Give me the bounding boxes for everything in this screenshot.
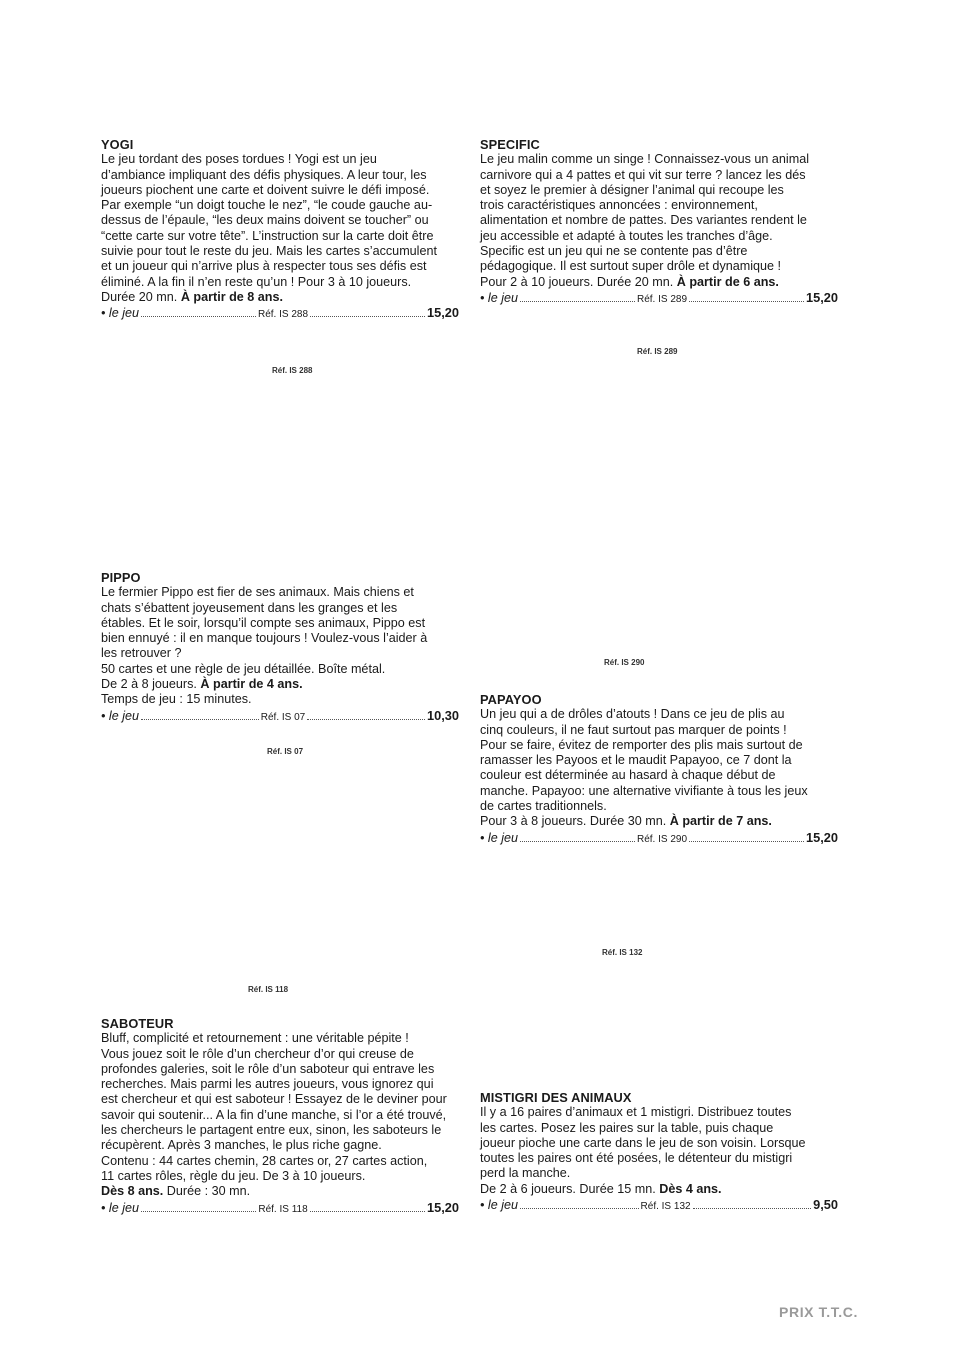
description-line: Un jeu qui a de drôles d’atouts ! Dans ce jeu de plis au [480,707,785,722]
leader-dots [141,316,256,317]
description-line: Dès 8 ans. Durée : 30 mn. [101,1184,251,1199]
price: 15,20 [805,829,839,845]
reference-code: Réf. IS 289 [636,293,688,305]
description-line: récupèrent. Après 3 manches, le plus riche gagne. [101,1138,382,1153]
leader-dots [310,316,425,317]
reference-code: Réf. IS 290 [636,833,688,845]
product-title: YOGI [101,137,134,152]
price-line [480,1197,838,1214]
leader-dots [141,1211,256,1212]
description-line: perd la manche. [480,1166,571,1181]
price: 15,20 [426,1199,459,1215]
leader-dots [689,301,804,302]
description-line: les chercheurs le partagent entre eux, sinon, les saboteurs le [101,1123,442,1138]
description-line: couleur est déterminée au hasard à chaque début de [480,768,776,783]
description-line: Le fermier Pippo est fier de ses animaux. Mais chiens et [101,585,414,600]
product-title: MISTIGRI DES ANIMAUX [480,1090,632,1105]
description-line: bien ennuyé : il en manque toujours ! Voulez-vous l’aider à [101,631,428,646]
description-line: dessus de l’épaule, “les deux mains doivent se toucher” ou [101,213,429,228]
item-label: • le jeu [480,830,519,845]
reference-code: Réf. IS 132 [640,1201,691,1213]
item-label: • le jeu [101,1200,140,1215]
image-ref-label: Réf. IS 07 [267,747,304,756]
product-papayoo [480,692,838,847]
description-line: Specific est un jeu qui ne se contente pas d’être [480,244,748,259]
age-label: À partir de 6 ans. [676,274,779,289]
product-description [101,152,459,305]
description-line: chats s’ébattent joyeusement dans les granges et les [101,600,398,615]
price-line [101,305,459,322]
description-line: “cette carte sur votre tête”. L’instruction sur la carte doit être [101,228,434,243]
description-line: profondes galeries, soit le rôle d’un saboteur qui entrave les [101,1061,435,1076]
item-label: • le jeu [480,1198,519,1213]
product-description [101,585,459,707]
description-line: jeu accessible et adapté à toutes les tranches d’âge. [480,228,773,243]
description-line: les cartes. Posez les paires sur la table, puis chaque [480,1120,774,1135]
description-line: Par exemple “un doigt touche le nez”, “le coude gauche au- [101,198,433,213]
description-line: savoir qui soutenir... A la fin d’une manche, si l’or a été trouvé, [101,1107,447,1122]
leader-dots [520,1208,639,1209]
description-line: est chercheur et qui est saboteur ! Essayez de le deviner pour [101,1092,447,1107]
image-ref-label: Réf. IS 288 [272,366,313,375]
description-line: De 2 à 8 joueurs. À partir de 4 ans. [101,677,303,692]
product-title: SABOTEUR [101,1016,174,1031]
age-label: Dès 4 ans. [659,1181,722,1196]
leader-dots [307,719,425,720]
product-description [101,1031,459,1199]
leader-dots [310,1211,425,1212]
description-line: Contenu : 44 cartes chemin, 28 cartes or, 27 cartes action, [101,1153,428,1168]
image-ref-label: Réf. IS 289 [637,347,678,356]
description-line: 11 cartes rôles, règle du jeu. De 3 à 10 joueurs. [101,1168,366,1183]
product-description [480,152,838,290]
description-line: et soyez le premier à désigner l’animal qui recoupe les [480,182,784,197]
description-line: étables. Et le soir, lorsqu’il compte ses animaux, Pippo est [101,615,426,630]
reference-code: Réf. IS 118 [258,1203,308,1215]
description-line: 50 cartes et une règle de jeu détaillée. Boîte métal. [101,661,386,676]
reference-code: Réf. IS 288 [257,309,309,321]
description-line: éliminé. A la fin il n’en reste qu’un ! Pour 3 à 10 joueurs. [101,274,412,289]
description-line: Vous jouez soit le rôle d’un chercheur d’or qui creuse de [101,1046,414,1061]
description-line: de cartes traditionnels. [480,799,607,814]
description-line: Pour 3 à 8 joueurs. Durée 30 mn. À partir de 7 ans. [480,814,772,829]
price-line [101,708,459,725]
product-yogi [101,137,459,323]
image-ref-label: Réf. IS 132 [602,948,643,957]
age-label: À partir de 4 ans. [200,677,303,692]
description-line: les retrouver ? [101,646,182,661]
description-line: recherches. Mais parmi les autres joueurs, vous ignorez qui [101,1077,434,1092]
product-mistigri [480,1090,838,1214]
leader-dots [141,719,259,720]
reference-code: Réf. IS 07 [260,711,306,723]
item-label: • le jeu [101,306,140,321]
item-label: • le jeu [480,290,519,305]
product-pippo [101,570,459,725]
age-label: À partir de 7 ans. [669,814,772,829]
description-line: Pour 2 à 10 joueurs. Durée 20 mn. À partir de 6 ans. [480,274,779,289]
description-line: cinq couleurs, il ne faut surtout pas marquer de points ! [480,722,787,737]
price-line [480,290,838,307]
product-title: PIPPO [101,570,141,585]
product-saboteur [101,1016,459,1217]
image-ref-label: Réf. IS 290 [604,658,645,667]
description-line: Temps de jeu : 15 minutes. [101,692,252,707]
description-line: alimentation et nombre de pattes. Des variantes rendent le [480,213,807,228]
description-line: joueurs piochent une carte et doivent suivre le défi imposé. [101,182,430,197]
product-description [480,707,838,829]
leader-dots [693,1208,812,1209]
price: 15,20 [426,305,460,321]
product-title: PAPAYOO [480,692,542,707]
description-line: et un joueur qui n’arrive plus à respecter tous ses défis est [101,259,427,274]
price: 10,30 [426,707,460,723]
product-title: SPECIFIC [480,137,540,152]
description-line: Durée 20 mn. À partir de 8 ans. [101,289,283,304]
price: 9,50 [813,1197,838,1213]
age-label: Dès 8 ans. [101,1184,164,1199]
description-line: trois caractéristiques annoncées : environnement, [480,198,758,213]
description-line: d’ambiance impliquant des défis physiques. A leur tour, les [101,167,427,182]
description-line: toutes les paires ont été posées, le détenteur du mistigri [480,1151,793,1166]
leader-dots [689,841,804,842]
item-label: • le jeu [101,708,140,723]
description-line: joueur pioche une carte dans le jeu de son voisin. Lorsque [480,1135,806,1150]
description-line: Le jeu malin comme un singe ! Connaissez-vous un animal [480,152,810,167]
description-line: ramasser les Payoos et le maudit Papayoo, ce 7 dont la [480,753,792,768]
product-specific [480,137,838,307]
price-line [480,830,838,847]
description-line: pédagogique. Il est surtout super drôle et dynamique ! [480,259,782,274]
product-description [480,1105,838,1197]
description-line: Pour se faire, évitez de remporter des plis mais surtout de [480,737,803,752]
description-line: manche. Papayoo: une alternative vivifiante à tous les jeux [480,783,808,798]
description-line: Le jeu tordant des poses tordues ! Yogi est un jeu [101,152,377,167]
leader-dots [520,841,635,842]
image-ref-label: Réf. IS 118 [248,985,289,994]
description-line: suivie pour tout le reste du jeu. Mais les cartes s’accumulent [101,244,437,259]
description-line: De 2 à 6 joueurs. Durée 15 mn. Dès 4 ans. [480,1181,722,1196]
price: 15,20 [805,289,839,305]
age-label: À partir de 8 ans. [180,289,283,304]
price-line [101,1200,459,1217]
description-line: carnivore qui a 4 pattes et qui vit sur terre ? lancez les dés [480,167,806,182]
description-line: Bluff, complicité et retournement : une véritable pépite ! [101,1031,409,1046]
description-line: Il y a 16 paires d’animaux et 1 mistigri. Distribuez toutes [480,1105,792,1120]
price-footer: PRIX T.T.C. [779,1304,858,1320]
leader-dots [520,301,635,302]
